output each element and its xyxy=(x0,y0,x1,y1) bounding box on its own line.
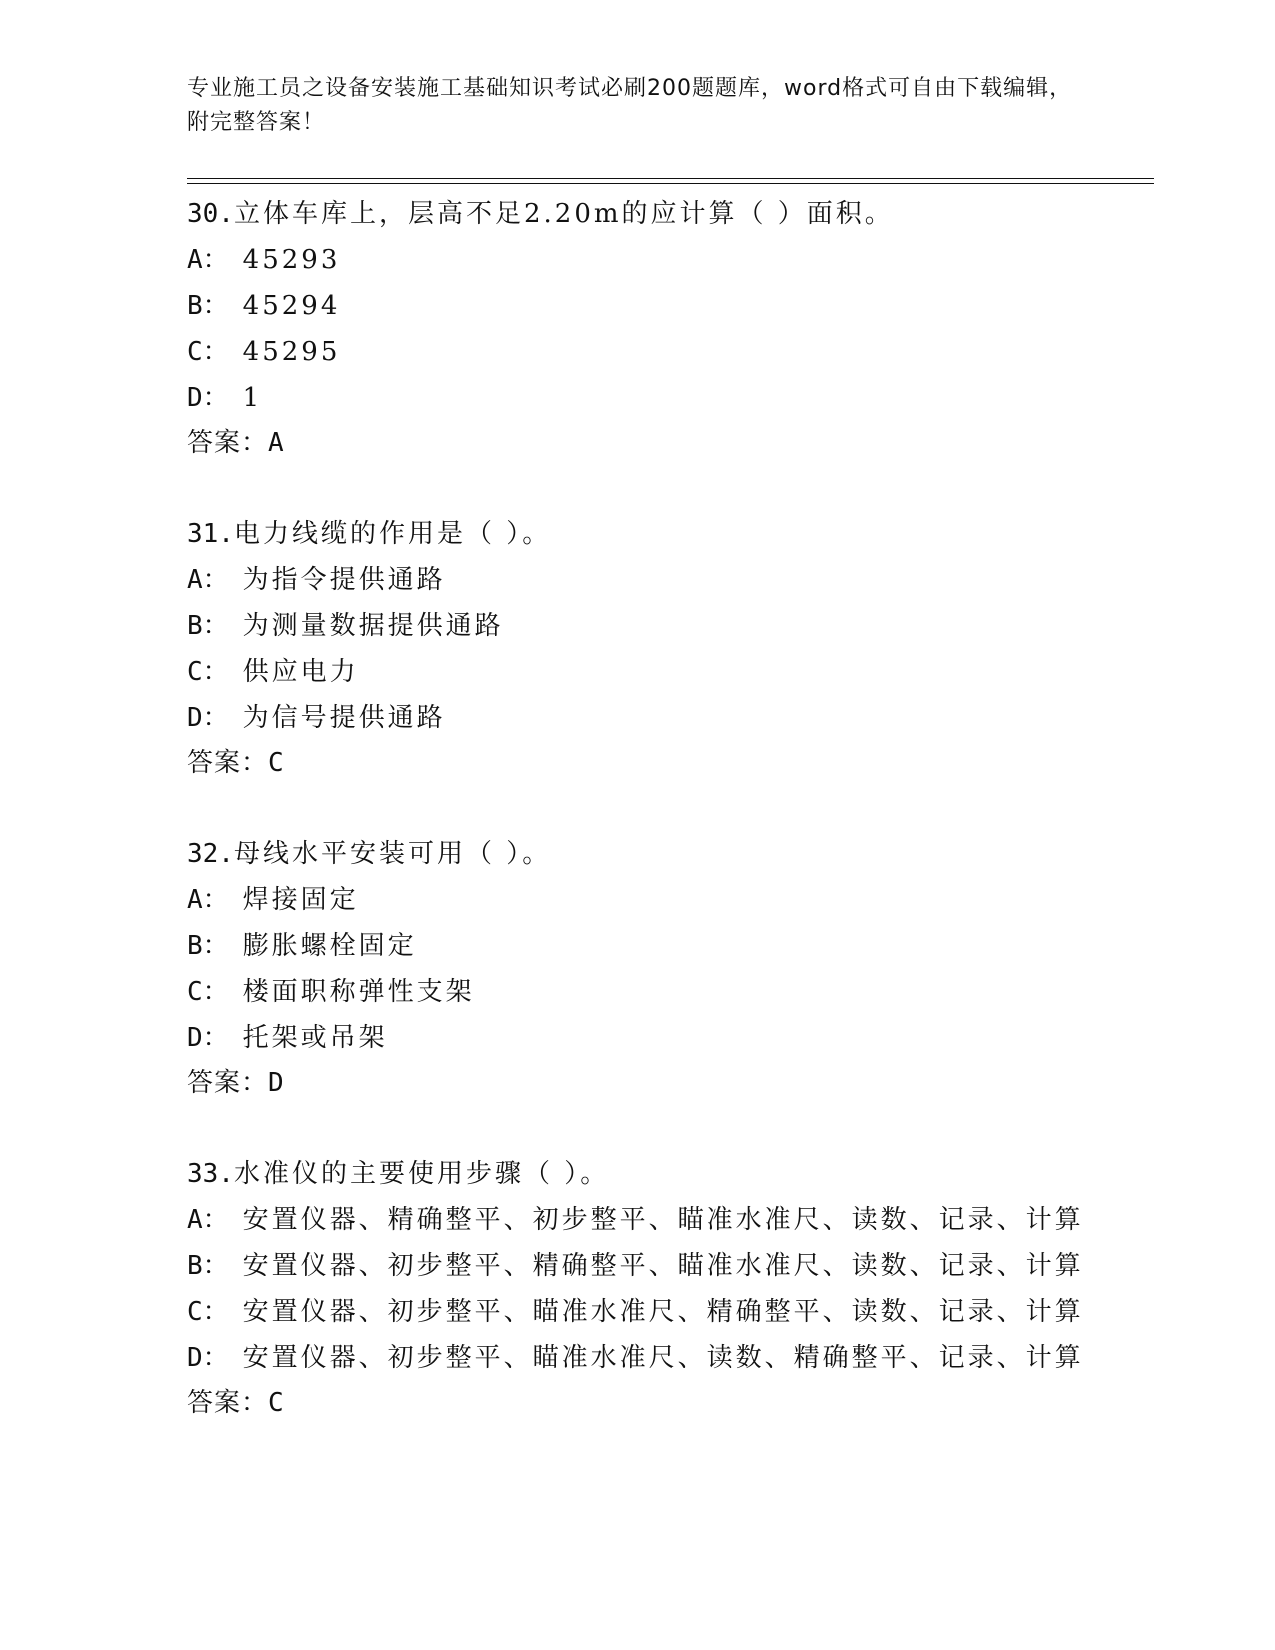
answer-label: 答案： xyxy=(187,748,269,778)
question-number: 31. xyxy=(187,519,234,549)
option-c xyxy=(187,649,1187,695)
option-c xyxy=(187,969,1187,1015)
option-key: B： xyxy=(187,931,229,961)
option-a xyxy=(187,557,1187,603)
option-key: D： xyxy=(187,1023,229,1053)
answer-value: A xyxy=(268,428,285,458)
option-key: C： xyxy=(187,337,229,367)
document-header xyxy=(187,72,1087,140)
question-number: 30. xyxy=(187,199,234,229)
option-key: C： xyxy=(187,657,229,687)
option-b xyxy=(187,1243,1187,1289)
question-32 xyxy=(187,831,1187,1105)
option-a xyxy=(187,1197,1187,1243)
answer-value: C xyxy=(268,1388,285,1418)
answer-label: 答案： xyxy=(187,428,269,458)
option-c xyxy=(187,329,1187,375)
option-text: 托架或吊架 xyxy=(242,1023,388,1053)
question-stem xyxy=(187,1151,1187,1197)
option-text: 安置仪器、初步整平、瞄准水准尺、读数、精确整平、记录、计算 xyxy=(242,1343,1084,1373)
option-key: C： xyxy=(187,977,229,1007)
option-b xyxy=(187,283,1187,329)
option-text: 为信号提供通路 xyxy=(242,703,446,733)
question-list xyxy=(187,191,1187,1471)
question-stem xyxy=(187,511,1187,557)
option-text: 为指令提供通路 xyxy=(242,565,446,595)
option-text: 45295 xyxy=(242,337,341,367)
question-33 xyxy=(187,1151,1187,1425)
option-a xyxy=(187,237,1187,283)
option-key: D： xyxy=(187,703,229,733)
option-key: A： xyxy=(187,885,229,915)
question-text: 立体车库上，层高不足2.20m的应计算（ ）面积。 xyxy=(233,199,894,229)
answer-label: 答案： xyxy=(187,1068,269,1098)
answer-label: 答案： xyxy=(187,1388,269,1418)
option-key: C： xyxy=(187,1297,229,1327)
option-key: B： xyxy=(187,1251,229,1281)
option-d xyxy=(187,695,1187,741)
question-text: 母线水平安装可用（ ）。 xyxy=(233,839,552,869)
option-text: 安置仪器、初步整平、瞄准水准尺、精确整平、读数、记录、计算 xyxy=(242,1297,1084,1327)
question-number: 33. xyxy=(187,1159,234,1189)
answer-line xyxy=(187,741,1187,785)
question-stem xyxy=(187,191,1187,237)
answer-value: D xyxy=(268,1068,285,1098)
header-divider-top xyxy=(187,178,1154,179)
option-a xyxy=(187,877,1187,923)
option-d xyxy=(187,1015,1187,1061)
question-30 xyxy=(187,191,1187,465)
option-key: B： xyxy=(187,291,229,321)
answer-line xyxy=(187,1381,1187,1425)
option-key: A： xyxy=(187,245,229,275)
option-d xyxy=(187,375,1187,421)
answer-line xyxy=(187,421,1187,465)
option-text: 45294 xyxy=(242,291,341,321)
option-text: 膨胀螺栓固定 xyxy=(242,931,417,961)
header-divider-bottom xyxy=(187,183,1154,184)
option-key: B： xyxy=(187,611,229,641)
question-stem xyxy=(187,831,1187,877)
option-key: A： xyxy=(187,1205,229,1235)
option-text: 焊接固定 xyxy=(242,885,359,915)
document-title: 专业施工员之设备安装施工基础知识考试必刷200题题库，word格式可自由下载编辑，附完整答案！ xyxy=(187,76,1073,135)
option-key: A： xyxy=(187,565,229,595)
question-31 xyxy=(187,511,1187,785)
option-text: 为测量数据提供通路 xyxy=(242,611,504,641)
question-text: 电力线缆的作用是（ ）。 xyxy=(233,519,552,549)
option-text: 45293 xyxy=(242,245,341,275)
option-key: D： xyxy=(187,1343,229,1373)
question-number: 32. xyxy=(187,839,234,869)
option-text: 供应电力 xyxy=(242,657,359,687)
option-d xyxy=(187,1335,1187,1381)
answer-line xyxy=(187,1061,1187,1105)
answer-value: C xyxy=(268,748,285,778)
option-text: 楼面职称弹性支架 xyxy=(242,977,475,1007)
option-text: 1 xyxy=(242,383,263,413)
option-c xyxy=(187,1289,1187,1335)
option-text: 安置仪器、初步整平、精确整平、瞄准水准尺、读数、记录、计算 xyxy=(242,1251,1084,1281)
question-text: 水准仪的主要使用步骤（ ）。 xyxy=(233,1159,610,1189)
option-key: D： xyxy=(187,383,229,413)
option-b xyxy=(187,603,1187,649)
option-text: 安置仪器、精确整平、初步整平、瞄准水准尺、读数、记录、计算 xyxy=(242,1205,1084,1235)
option-b xyxy=(187,923,1187,969)
